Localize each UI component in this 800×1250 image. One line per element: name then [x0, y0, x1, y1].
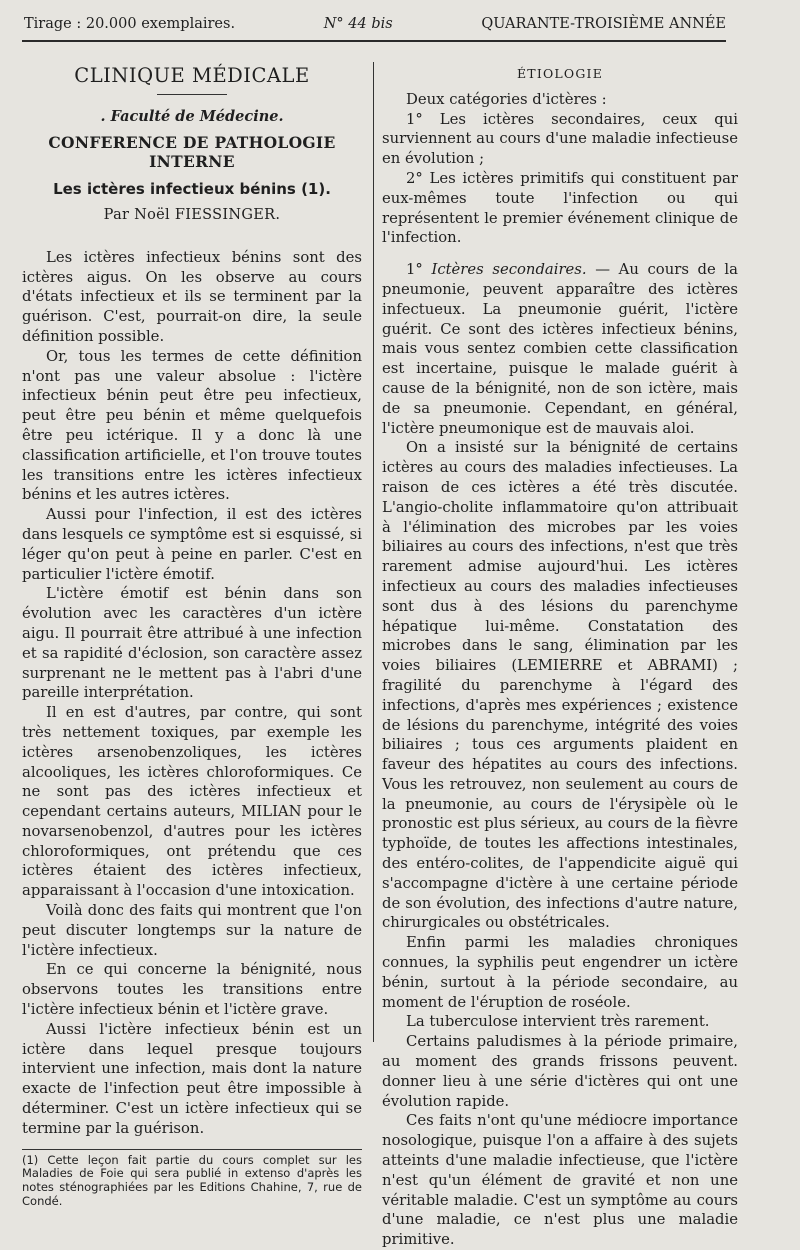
right-column [382, 62, 738, 1250]
paragraph: On a insisté sur la bénignité de certains ictères au cours des maladies infectieuses. La raison de ces ictères a été très discutée. L'angio-cholite inflammatoire qu'on attribuait à l'élimination des microbes par les voies biliaires au cours des infections, n'est que très rarement admise aujourd'hui. Les ictères infectieux au cours des maladies infectieuses sont dus à des lésions du parenchyme hépatique lui-même. Constatation des microbes dans le sang, élimination par les voies biliaires (LEMIERRE et ABRAMI) ; fragilité du parenchyme à l'égard des infections, d'après mes expériences ; existence de lésions du parenchyme, intégrité des voies biliaires ; tous ces arguments plaident en faveur des hépatites au cours des infections. Vous les retrouvez, non seulement au cours de la pneumonie, au cours de l'érysipèle où le pronostic est plus sérieux, au cours de la fièvre typhoïde, de toutes les affections intestinales, des entéro-colites, de l'appendicite aiguë qui s'accompagne d'ictère à une certaine période de son évolution, des infections d'autre nature, chirurgicales ou obstétricales. [382, 439, 738, 932]
paragraph: L'ictère émotif est bénin dans son évolution avec les caractères d'un ictère aigu. Il pourrait être attribué à une infection et sa rapidité d'éclosion, son caractère assez surprenant ne le mettent pas à l'abri d'une pareille interprétation. [22, 585, 362, 702]
section-heading: ÉTIOLOGIE [516, 66, 604, 81]
paragraph: En ce qui concerne la bénignité, nous observons toutes les transitions entre l'ictère infectieux bénin et l'ictère grave. [22, 961, 362, 1019]
paragraph: La tuberculose intervient très rarement. [406, 1013, 710, 1031]
paragraph: Or, tous les termes de cette définition n'ont pas une valeur absolue : l'ictère infectieux bénin peut être peu infectieux, peut être peu bénin et même quelquefois être peu ictérique. Il y a donc là une classification artificielle, et l'on trouve toutes les transitions entre les ictères infectieux bénins et les autres ictères. [22, 347, 362, 504]
subsection-text: — Au cours de la pneumonie, peuvent apparaître des ictères infectueux. La pneumonie guérit, l'ictère guérit. Ce sont des ictères infectieux bénins, mais vous sentez combien cette classification est incertaine, puisque le malade guérit à cause de la bénignité, non de son ictère, mais de sa pneumonie. Cependant, en général, l'ictère pneumonique est de mauvais aloi. [382, 261, 738, 437]
column-divider [373, 62, 374, 1042]
running-header [24, 16, 726, 40]
byline: Par Noël FIESSINGER. [103, 206, 281, 223]
paragraph: Aussi pour l'infection, il est des ictères dans lesquels ce symptôme est si esquissé, si léger qu'on peut à peine en parler. C'est en particulier l'ictère émotif. [22, 506, 362, 583]
left-column [22, 62, 362, 1209]
article-title: Les ictères infectieux bénins (1). [53, 180, 331, 199]
print-run: Tirage : 20.000 exemplaires. [24, 16, 236, 32]
subsection-paragraph [382, 260, 738, 438]
paragraph: Voilà donc des faits qui montrent que l'on peut discuter longtemps sur la nature de l'ictère infectieux. [22, 902, 362, 959]
publication-year: QUARANTE-TROISIÈME ANNÉE [481, 16, 726, 32]
paragraph: Enfin parmi les maladies chroniques connues, la syphilis peut engendrer un ictère bénin, surtout à la période secondaire, au moment de l'éruption de roséole. [382, 934, 738, 1011]
paragraph: Les ictères infectieux bénins sont des ictères aigus. On les observe au cours d'états infectieux et ils se terminent par la guérison. C'est, pourrait-on dire, la seule définition possible. [22, 248, 362, 345]
paragraph: Certains paludismes à la période primaire, au moment des grands frissons peuvent. donner lieu à une série d'ictères qui ont une évolution rapide. [382, 1033, 738, 1110]
issue-number: N° 44 bis [323, 16, 393, 32]
paragraph: Ces faits n'ont qu'une médiocre importance nosologique, puisque l'on a affaire à des sujets atteints d'une maladie infectieuse, que l'ictère n'est qu'un élément de gravité et non une véritable maladie. C'est un symptôme au cours d'une maladie, ce n'est plus une maladie primitive. [382, 1112, 738, 1249]
paragraph: Il en est d'autres, par contre, qui sont très nettement toxiques, par exemple les ictères arsenobenzoliques, les ictères alcooliques, les ictères chloroformiques. Ce ne sont pas des ictères infectieux et cependant certains auteurs, MILIAN pour le novarsenobenzol, d'autres pour les ictères chloroformiques, ont prétendu que ces ictères étaient des ictères infectieux, apparaissant à l'occasion d'une intoxication. [22, 704, 362, 900]
rubric-rule [157, 94, 227, 95]
category-item: 1° Les ictères secondaires, ceux qui surviennent au cours d'une maladie infectieuse en évolution ; [382, 110, 738, 168]
footnote: (1) Cette leçon fait partie du cours complet sur les Maladies de Foie qui sera publié in extenso d'après les notes sténographiées par les Editions Chahine, 7, rue de Condé. [22, 1152, 362, 1209]
faculty-line: . Faculté de Médecine. [100, 107, 284, 125]
subsection-number: 1° [406, 261, 423, 279]
paragraph: Aussi l'ictère infectieux bénin est un ictère dans lequel presque toujours intervient une infection, mais dont la nature exacte de l'infection peut être impossible à déterminer. C'est un ictère infectieux qui se termine par la guérison. [22, 1020, 362, 1137]
section-rubric: CLINIQUE MÉDICALE [74, 64, 310, 87]
conference-title: CONFERENCE DE PATHOLOGIE INTERNE [48, 132, 336, 172]
intro-line: Deux catégories d'ictères : [406, 90, 607, 108]
header-rule [22, 40, 726, 42]
subsection-title: Ictères secondaires. [431, 261, 587, 279]
category-item: 2° Les ictères primitifs qui constituent par eux-mêmes toute l'infection ou qui représentent le premier événement clinique de l'infection. [382, 169, 738, 247]
footnote-rule [22, 1149, 362, 1150]
